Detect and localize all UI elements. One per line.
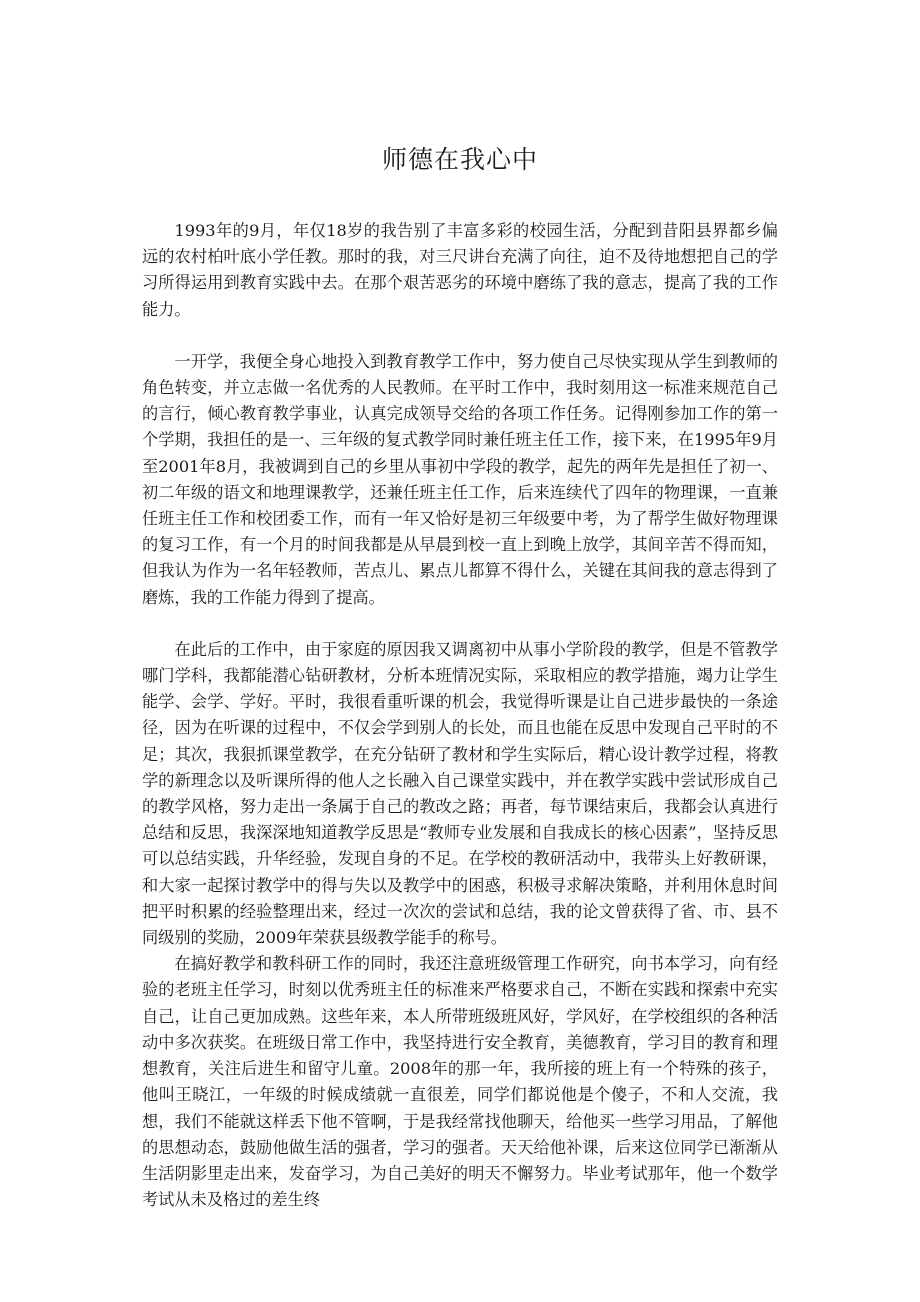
paragraph-1: 1993年的9月，年仅18岁的我告别了丰富多彩的校园生活，分配到昔阳县界都乡偏远的农村柏叶底小学任教。那时的我，对三尺讲台充满了向往，迫不及待地想把自己的学习所得运用到教育实践中去。在那个艰苦恶劣的环境中磨练了我的意志，提高了我的工作能力。: [142, 221, 778, 319]
paragraph-3: 在此后的工作中，由于家庭的原因我又调离初中从事小学阶段的教学，但是不管教学哪门学科，我都能潜心钻研教材，分析本班情况实际，采取相应的教学措施，竭力让学生能学、会学、学好。平时，我很看重听课的机会，我觉得听课是让自己进步最快的一条途径，因为在听课的过程中，不仅会学到别人的长处，而且也能在反思中发现自己平时的不足；其次，我狠抓课堂教学，在充分钻研了教材和学生实际后，精心设计教学过程，将教学的新理念以及听课所得的他人之长融入自己课堂实践中，并在教学实践中尝试形成自己的教学风格，努力走出一条属于自己的教改之路；再者，每节课结束后，我都会认真进行总结和反思，我深深地知道教学反思是“教师专业发展和自我成长的核心因素”，坚持反思可以总结实践，升华经验，发现自身的不足。在学校的教研活动中，我带头上好教研课，和大家一起探讨教学中的得与失以及教学中的困惑，积极寻求解决策略，并利用休息时间把平时积累的经验整理出来，经过一次次的尝试和总结，我的论文曾获得了省、市、县不同级别的奖励，2009年荣获县级教学能手的称号。: [142, 639, 778, 948]
paragraph-4: 在搞好教学和教科研工作的同时，我还注意班级管理工作研究，向书本学习，向有经验的老班主任学习，时刻以优秀班主任的标准来严格要求自己，不断在实践和探索中充实自己，让自己更加成熟。这些年来，本人所带班级班风好，学风好，在学校组织的各种活动中多次获奖。在班级日常工作中，我坚持进行安全教育，美德教育，学习目的教育和理想教育，关注后进生和留守儿童。2008年的那一年，我所接的班上有一个特殊的孩子，他叫王晓江，一年级的时候成绩就一直很差，同学们都说他是个傻子，不和人交流，我想，我们不能就这样丢下他不管啊，于是我经常找他聊天，给他买一些学习用品，了解他的思想动态，鼓励他做生活的强者，学习的强者。天天给他补课，后来这位同学已渐渐从生活阴影里走出来，发奋学习，为自己美好的明天不懈努力。毕业考试那年，他一个数学考试从未及格过的差生终: [142, 954, 778, 1210]
paragraph-gap: [142, 323, 778, 349]
paragraph-2: 一开学，我便全身心地投入到教育教学工作中，努力使自己尽快实现从学生到教师的角色转变，并立志做一名优秀的人民教师。在平时工作中，我时刻用这一标准来规范自己的言行，倾心教育教学事业，认真完成领导交给的各项工作任务。记得刚参加工作的第一个学期，我担任的是一、三年级的复式教学同时兼任班主任工作，接下来，在1995年9月至2001年8月，我被调到自己的乡里从事初中学段的教学，起先的两年先是担任了初一、初二年级的语文和地理课教学，还兼任班主任工作，后来连续代了四年的物理课，一直兼任班主任工作和校团委工作，而有一年又恰好是初三年级要中考，为了帮学生做好物理课的复习工作，有一个月的时间我都是从早晨到校一直上到晚上放学，其间辛苦不得而知，但我认为作为一名年轻教师，苦点儿、累点儿都算不得什么，关键在其间我的意志得到了磨炼，我的工作能力得到了提高。: [142, 351, 778, 607]
document-title: 师德在我心中: [381, 145, 538, 174]
paragraph-gap: [142, 611, 778, 637]
